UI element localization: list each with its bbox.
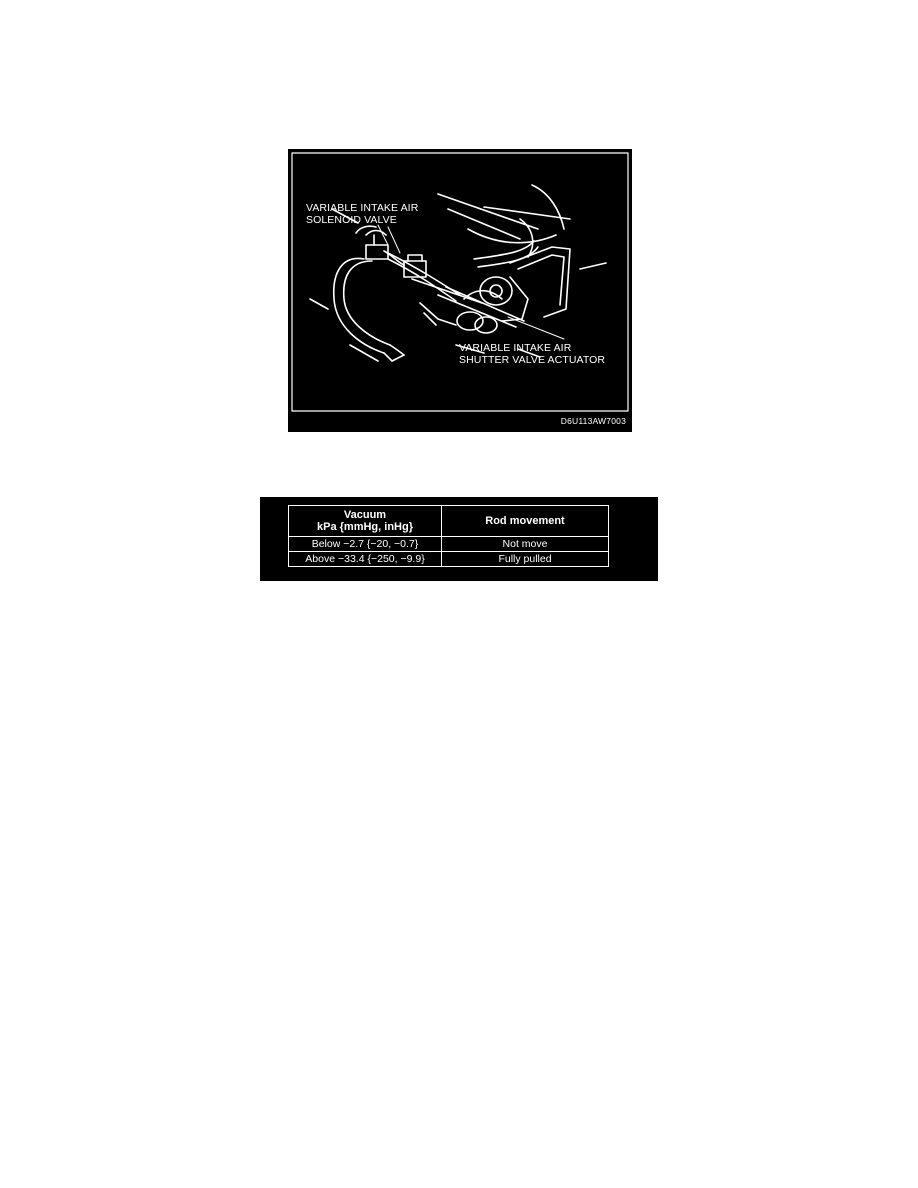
vacuum-spec-table [288, 505, 609, 567]
vacuum-header-line2: kPa {mmHg, inHg} [317, 521, 413, 533]
table-row [289, 537, 609, 552]
solenoid-callout-line2: SOLENOID VALVE [306, 214, 397, 226]
vacuum-header-line1: Vacuum [343, 509, 387, 521]
vacuum-cell: Below −2.7 {−20, −0.7} [289, 537, 442, 552]
actuator-callout-line1: VARIABLE INTAKE AIR [459, 342, 572, 354]
shutter-actuator-callout [459, 342, 605, 366]
solenoid-callout-line1: VARIABLE INTAKE AIR [306, 202, 419, 214]
vacuum-column-header [289, 506, 442, 537]
vacuum-spec-panel [260, 497, 658, 581]
engine-line-drawing [288, 149, 632, 432]
engine-illustration [288, 149, 632, 432]
table-header-row [289, 506, 609, 537]
figure-code: D6U113AW7003 [560, 416, 626, 426]
rod-movement-cell: Fully pulled [442, 552, 609, 567]
table-row [289, 552, 609, 567]
rod-movement-cell: Not move [442, 537, 609, 552]
solenoid-valve-callout [306, 202, 418, 226]
vacuum-cell: Above −33.4 {−250, −9.9} [289, 552, 442, 567]
rod-movement-column-header: Rod movement [442, 506, 609, 537]
actuator-callout-line2: SHUTTER VALVE ACTUATOR [459, 354, 606, 366]
